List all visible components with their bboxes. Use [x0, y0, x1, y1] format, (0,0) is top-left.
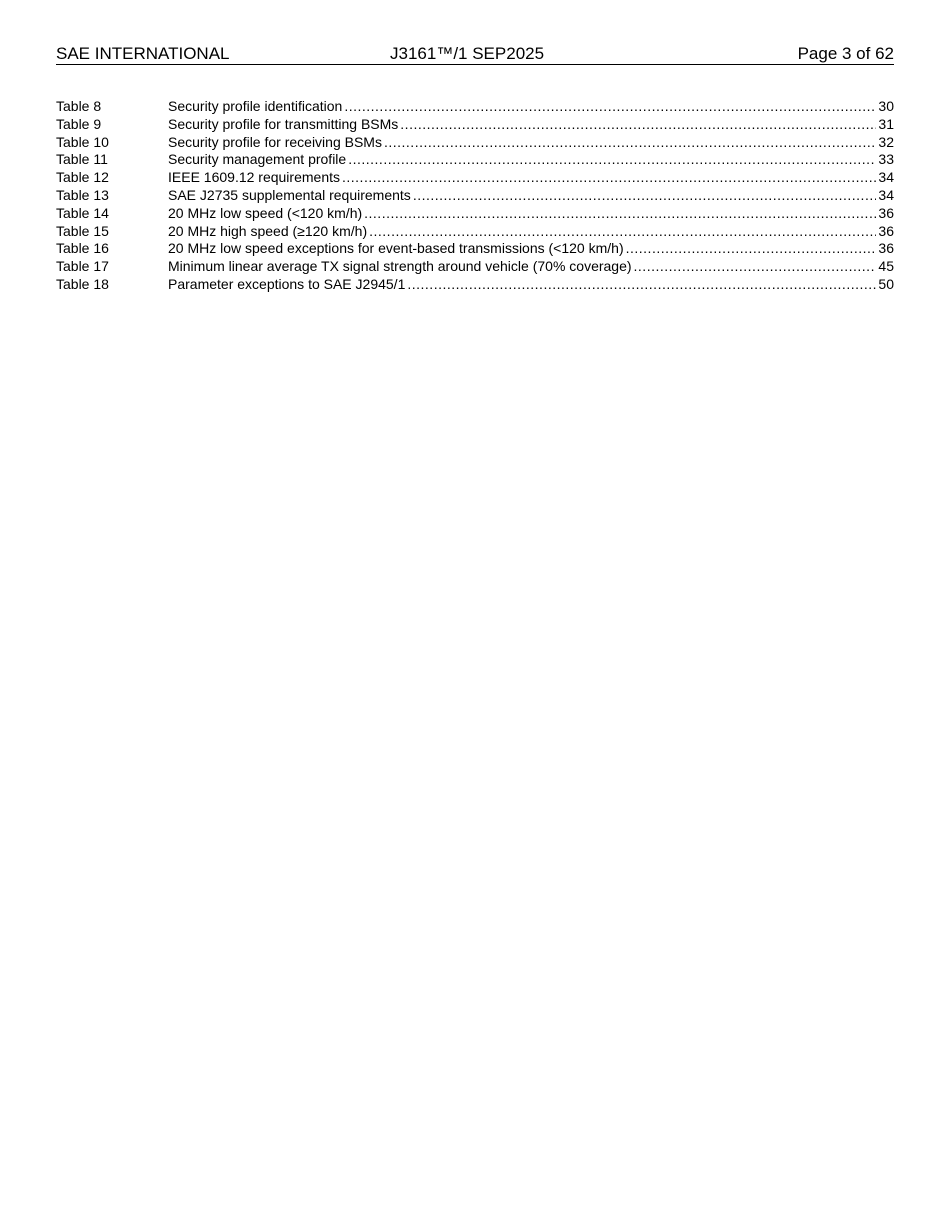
toc-entry[interactable] — [56, 98, 894, 116]
toc-entry[interactable] — [56, 187, 894, 205]
toc-entry-page: 34 — [878, 169, 894, 186]
toc-entry-number: Table 14 — [56, 204, 109, 221]
toc-entry-page: 50 — [878, 275, 894, 292]
header-document-id: J3161™/1 SEP2025 — [390, 44, 545, 63]
toc-dot-leader — [369, 223, 876, 241]
toc-entry-number: Table 16 — [56, 240, 109, 257]
toc-dot-leader — [348, 151, 876, 169]
page-header — [56, 44, 894, 65]
toc-entry-page: 32 — [878, 133, 894, 150]
toc-entry-page: 45 — [878, 258, 894, 275]
table-of-contents-list — [56, 98, 894, 294]
toc-entry-title: Parameter exceptions to SAE J2945/1 — [168, 275, 406, 292]
toc-entry-number: Table 17 — [56, 258, 109, 275]
toc-entry-number: Table 12 — [56, 169, 109, 186]
toc-entry-title: Security profile for transmitting BSMs — [168, 115, 399, 132]
toc-entry-title: Security management profile — [168, 151, 347, 168]
toc-entry-page: 36 — [878, 204, 894, 221]
toc-entry[interactable] — [56, 258, 894, 276]
toc-entry-number: Table 8 — [56, 98, 102, 114]
toc-dot-leader — [626, 240, 877, 258]
toc-entry-number: Table 18 — [56, 275, 109, 292]
toc-entry[interactable] — [56, 276, 894, 294]
toc-entry-title: 20 MHz high speed (≥120 km/h) — [168, 222, 368, 239]
toc-entry-title: Security profile for receiving BSMs — [168, 133, 382, 150]
toc-entry-title: SAE J2735 supplemental requirements — [168, 186, 411, 203]
toc-entry-title: Minimum linear average TX signal strength around vehicle (70% coverage) — [168, 258, 632, 275]
toc-entry-number: Table 15 — [56, 222, 109, 239]
toc-entry[interactable] — [56, 169, 894, 187]
toc-entry-page: 34 — [878, 186, 894, 203]
header-organization: SAE INTERNATIONAL — [56, 44, 230, 63]
toc-entry-title: 20 MHz low speed (<120 km/h) — [168, 204, 363, 221]
toc-entry-title: 20 MHz low speed exceptions for event-based transmissions (<120 km/h) — [168, 240, 624, 257]
toc-dot-leader — [413, 187, 877, 205]
toc-dot-leader — [400, 116, 876, 134]
toc-dot-leader — [407, 276, 876, 294]
toc-entry[interactable] — [56, 116, 894, 134]
toc-entry-title: IEEE 1609.12 requirements — [168, 169, 340, 186]
toc-entry[interactable] — [56, 205, 894, 223]
toc-entry[interactable] — [56, 134, 894, 152]
toc-dot-leader — [344, 98, 876, 116]
toc-entry-page: 30 — [878, 98, 894, 114]
toc-entry[interactable] — [56, 223, 894, 241]
toc-entry-page: 36 — [878, 222, 894, 239]
toc-entry[interactable] — [56, 151, 894, 169]
toc-entry-number: Table 9 — [56, 115, 102, 132]
toc-dot-leader — [342, 169, 876, 187]
toc-dot-leader — [634, 258, 877, 276]
toc-entry-page: 36 — [878, 240, 894, 257]
toc-entry[interactable] — [56, 240, 894, 258]
toc-dot-leader — [364, 205, 876, 223]
toc-dot-leader — [384, 134, 876, 152]
toc-entry-number: Table 11 — [56, 151, 108, 168]
toc-entry-page: 33 — [878, 151, 894, 168]
toc-entry-number: Table 13 — [56, 186, 109, 203]
toc-entry-title: Security profile identification — [168, 98, 343, 114]
toc-entry-number: Table 10 — [56, 133, 109, 150]
header-page-label: Page 3 of 62 — [797, 44, 894, 63]
toc-entry-page: 31 — [878, 115, 894, 132]
